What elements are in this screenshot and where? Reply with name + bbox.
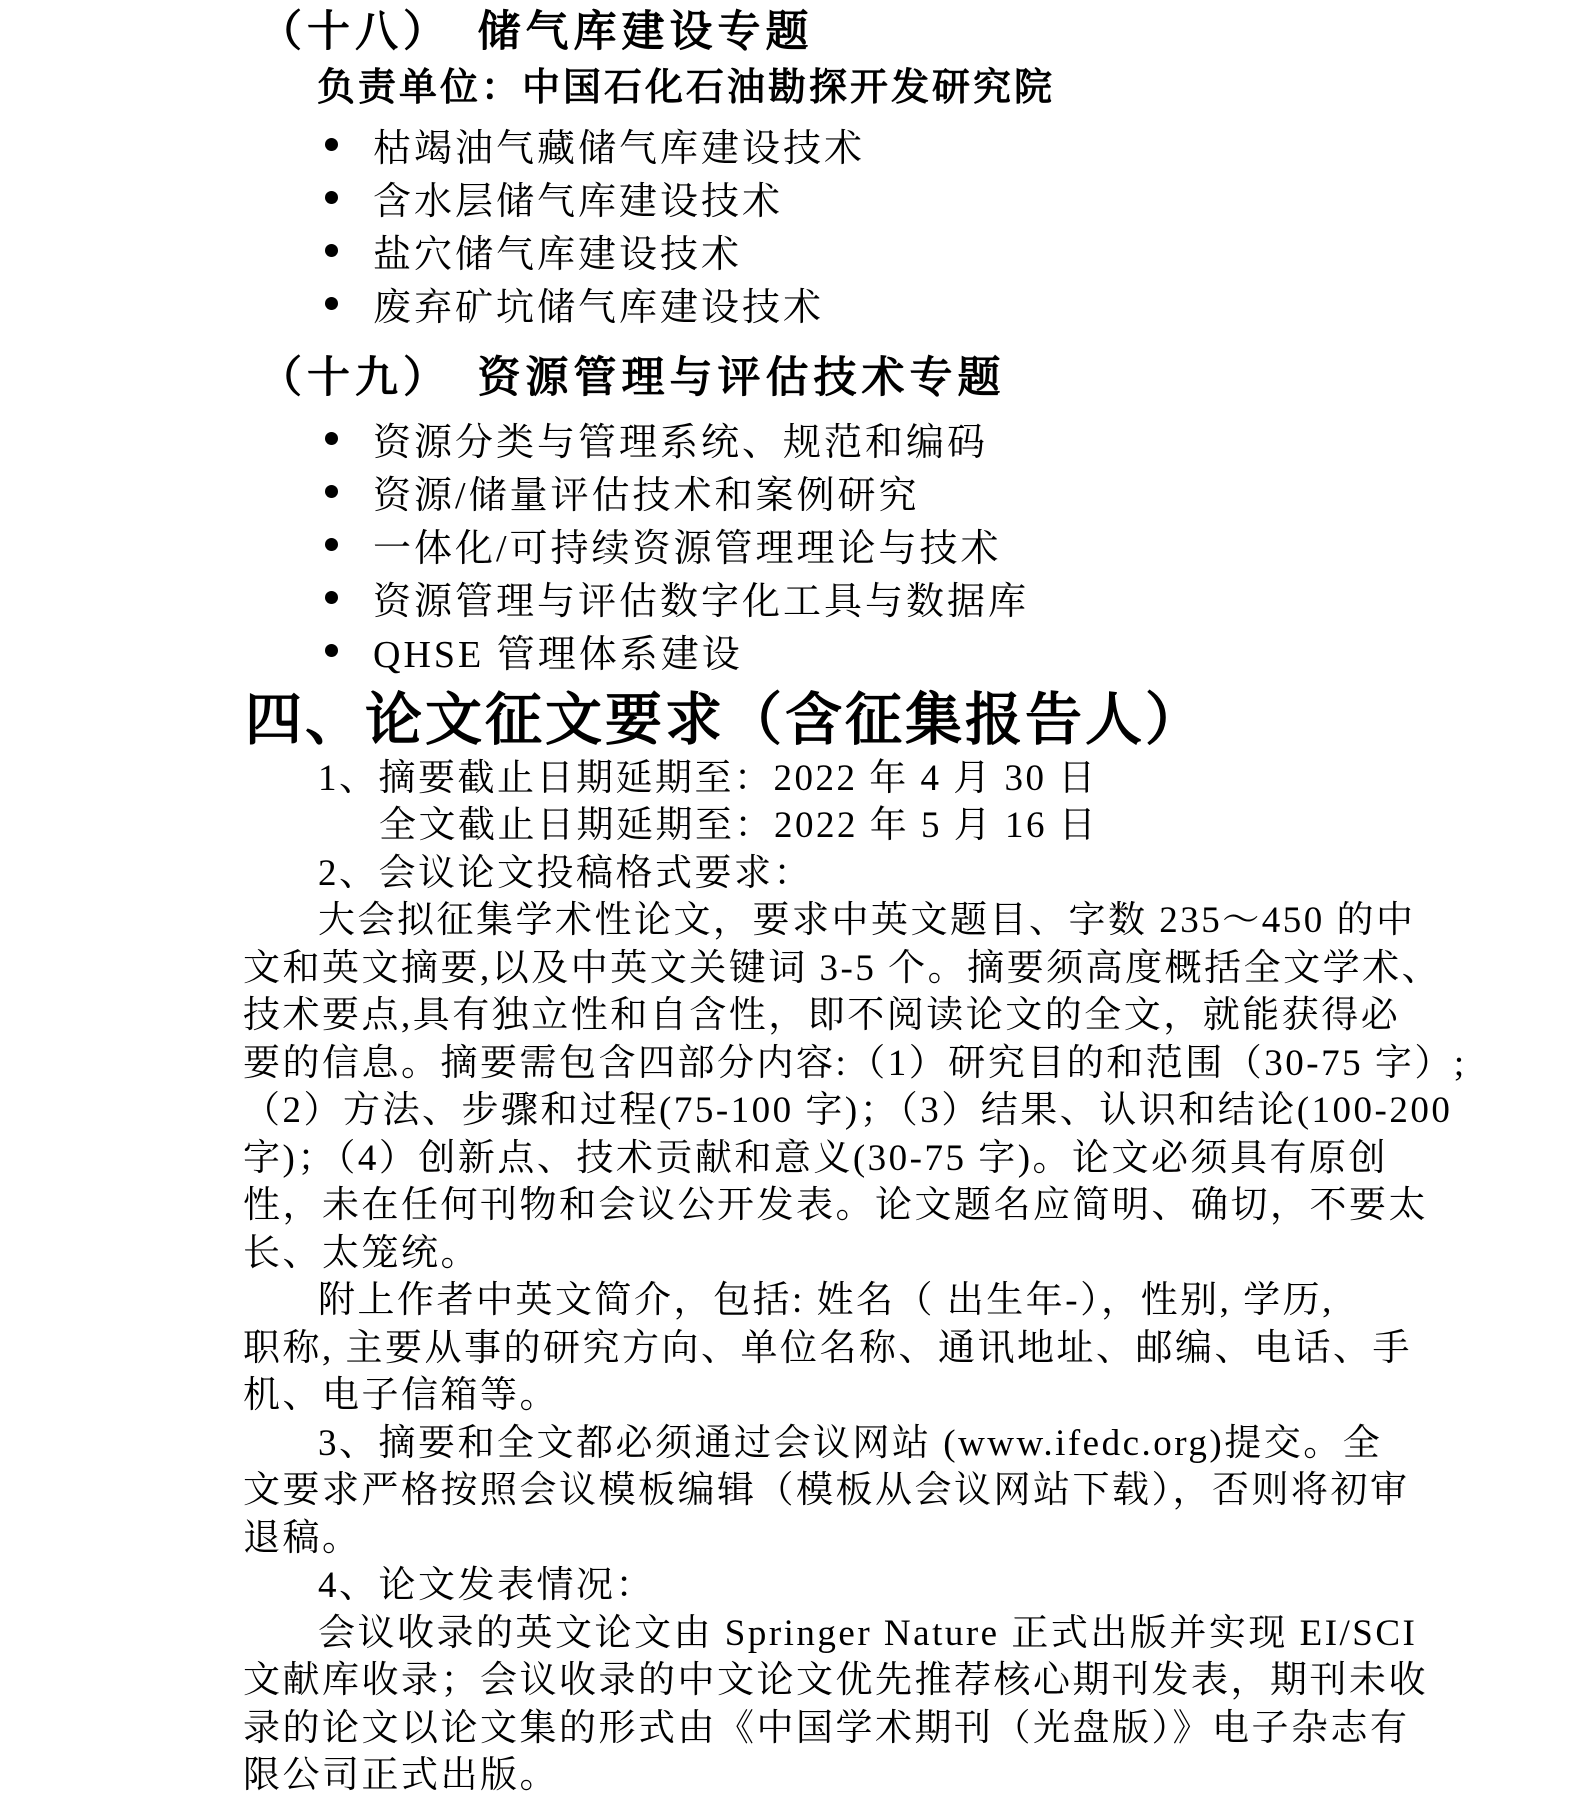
paragraph-line: 退稿。 — [243, 1517, 362, 1559]
paragraph-line: 技术要点,具有独立性和自含性，即不阅读论文的全文，就能获得必 — [243, 995, 1401, 1037]
paragraph-line: 要的信息。摘要需包含四部分内容:（1）研究目的和范围（30-75 字）; — [243, 1042, 1467, 1084]
bullet-label: 废弃矿坑储气库建设技术 — [373, 287, 825, 330]
paragraph-line: 文献库收录；会议收录的中文论文优先推荐核心期刊发表，期刊未收 — [243, 1660, 1428, 1702]
responsible-unit-line: 负责单位：中国石化石油勘探开发研究院 — [317, 66, 1056, 109]
bullet-label: 一体化/可持续资源管理理论与技术 — [373, 528, 1002, 571]
paragraph-line: 机、电子信箱等。 — [243, 1375, 559, 1417]
paragraph-line: 1、摘要截止日期延期至：2022 年 4 月 30 日 — [318, 757, 1098, 799]
bullet-dot-icon — [325, 644, 338, 657]
topic-bullet-item — [243, 171, 1373, 224]
paragraph-line: 文和英文摘要,以及中英文关键词 3-5 个。摘要须高度概括全文学术、 — [243, 947, 1442, 989]
bullet-label: 资源管理与评估数字化工具与数据库 — [373, 581, 1030, 624]
topic-section — [243, 356, 1373, 677]
topic-bullet-list — [243, 412, 1373, 677]
paragraph-line: （2）方法、步骤和过程(75-100 字)；（3）结果、认识和结论(100-200 — [243, 1090, 1453, 1132]
bullet-dot-icon — [325, 432, 338, 445]
bullet-dot-icon — [325, 485, 338, 498]
topic-section — [243, 10, 1373, 330]
paragraph-line: 文要求严格按照会议模板编辑（模板从会议网站下载），否则将初审 — [243, 1470, 1410, 1512]
paragraph-line: 全文截止日期延期至：2022 年 5 月 16 日 — [379, 805, 1099, 847]
bullet-label: 资源分类与管理系统、规范和编码 — [373, 422, 989, 465]
bullet-dot-icon — [325, 191, 338, 204]
bullet-dot-icon — [325, 244, 338, 257]
topic-bullet-item — [243, 277, 1373, 330]
paragraph-line: 会议收录的英文论文由 Springer Nature 正式出版并实现 EI/SCI — [318, 1612, 1418, 1654]
paragraph-line: 限公司正式出版。 — [243, 1755, 559, 1793]
paragraph-line: 大会拟征集学术性论文，要求中英文题目、字数 235～450 的中 — [318, 900, 1416, 942]
paragraph-line: 职称, 主要从事的研究方向、单位名称、通讯地址、邮编、电话、手 — [243, 1327, 1412, 1369]
bullet-label: 含水层储气库建设技术 — [373, 181, 784, 224]
paragraph-line: 2、会议论文投稿格式要求： — [318, 852, 813, 894]
topic-bullet-item — [243, 224, 1373, 277]
paragraph-line: 性，未在任何刊物和会议公开发表。论文题名应简明、确切，不要太 — [243, 1185, 1428, 1227]
topic-bullet-item — [243, 465, 1373, 518]
paragraph-line: 附上作者中英文简介，包括: 姓名（ 出生年-），性别, 学历, — [318, 1280, 1334, 1322]
paragraph-line: 4、论文发表情况： — [318, 1565, 655, 1607]
topic-bullet-item — [243, 518, 1373, 571]
paragraph-line: 长、太笼统。 — [243, 1232, 480, 1274]
topic-heading: （十八） 储气库建设专题 — [259, 9, 814, 56]
bullet-dot-icon — [325, 591, 338, 604]
bullet-label: QHSE 管理体系建设 — [373, 634, 743, 677]
bullet-label: 资源/储量评估技术和案例研究 — [373, 475, 920, 518]
bullet-dot-icon — [325, 297, 338, 310]
bullet-dot-icon — [325, 138, 338, 151]
paragraph-line: 录的论文以论文集的形式由《中国学术期刊（光盘版）》电子杂志有 — [243, 1707, 1410, 1749]
topic-bullet-item — [243, 571, 1373, 624]
chapter-heading: 四、论文征文要求（含征集报告人） — [245, 689, 1205, 753]
paragraph-line: 字)；（4）创新点、技术贡献和意义(30-75 字)。论文必须具有原创 — [243, 1137, 1389, 1179]
page-content — [243, 0, 1467, 1793]
requirements-body — [243, 755, 1467, 1793]
bullet-dot-icon — [325, 538, 338, 551]
topic-bullet-item — [243, 624, 1373, 677]
topic-bullet-item — [243, 412, 1373, 465]
bullet-label: 盐穴储气库建设技术 — [373, 234, 743, 277]
paragraph-line: 3、摘要和全文都必须通过会议网站 (www.ifedc.org)提交。全 — [318, 1422, 1383, 1464]
topic-sections — [243, 10, 1373, 677]
topic-bullet-item — [243, 118, 1373, 171]
bullet-label: 枯竭油气藏储气库建设技术 — [373, 128, 866, 171]
topic-heading: （十九） 资源管理与评估技术专题 — [259, 355, 1006, 403]
topic-bullet-list — [243, 118, 1373, 330]
